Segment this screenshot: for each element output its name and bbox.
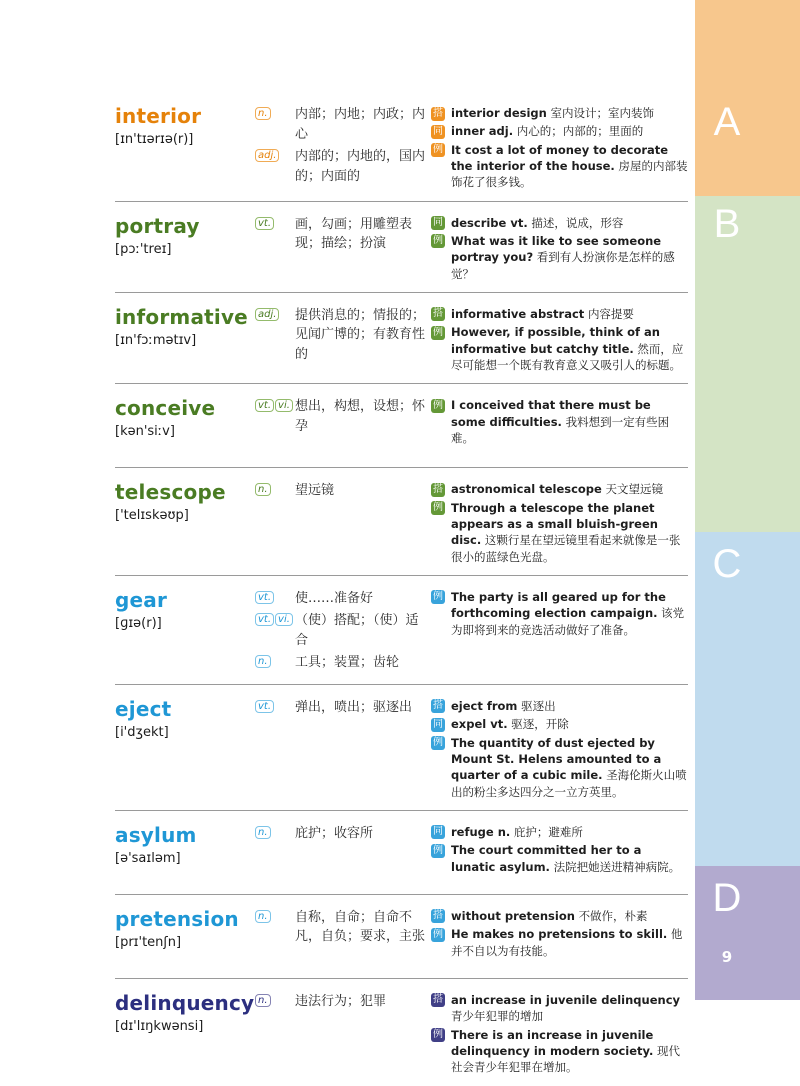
definition-text: 弹出，喷出；驱逐出: [295, 699, 413, 715]
note-line: [431, 306, 688, 322]
note-type-badge: 例: [433, 399, 443, 411]
alphabet-sidebar: [695, 0, 800, 1000]
phonetic-transcription: [ə'saɪləm]: [115, 850, 181, 866]
headword: eject: [115, 696, 172, 721]
entry-pretension: [115, 894, 688, 978]
note-type-badge: 例: [433, 326, 443, 338]
note-line: [431, 735, 688, 800]
headword: gear: [115, 587, 168, 612]
note-english-text: inner adj.: [451, 124, 514, 139]
note-line: [431, 842, 688, 875]
pos-tag: n.: [255, 826, 271, 839]
sense-line: [255, 611, 425, 650]
note-chinese-text: 房屋的内部装饰花了很多钱。: [451, 158, 688, 190]
note-line: [431, 926, 688, 959]
sense-line: [255, 824, 425, 844]
notes-column: [431, 992, 688, 1078]
note-type-badge: 搭: [433, 700, 443, 712]
definition-text: 望远镜: [295, 483, 335, 499]
note-english-text: The court committed her to a lunatic asylum.: [451, 843, 642, 874]
alphabet-letter-a: A: [713, 100, 741, 144]
page-number: 9: [721, 948, 733, 966]
note-type-badge: 例: [433, 928, 443, 940]
definition-text: 想出，构想，设想；怀孕: [295, 399, 426, 434]
pos-tags: [255, 147, 295, 186]
pos-tags: [255, 824, 295, 844]
headword-block: [115, 215, 255, 257]
headword-block: [115, 992, 255, 1034]
note-chinese-text: 不做作，朴素: [578, 908, 648, 923]
pos-tag: vt.: [255, 217, 274, 230]
note-line: [431, 123, 688, 139]
definition-text: 提供消息的；情报的；见闻广博的；有教育性的: [295, 307, 426, 362]
phonetic-transcription: [pɔː'treɪ]: [115, 241, 172, 257]
senses-column: [255, 105, 431, 189]
headword-block: [115, 698, 255, 740]
sense-line: [255, 306, 425, 365]
pos-tag: adj.: [255, 149, 279, 162]
entry-interior: [115, 92, 688, 201]
entry-delinquency: [115, 978, 688, 1086]
note-english-text: The quantity of dust ejected by Mount St. Helens amounted to a quarter of a cubic mile.: [451, 735, 662, 783]
note-line: [431, 215, 688, 231]
note-english-text: astronomical telescope: [451, 482, 602, 497]
pos-tag: vt.: [255, 700, 274, 713]
note-type-badge: 同: [433, 718, 443, 730]
pos-tag: vi.: [275, 399, 293, 412]
note-chinese-text: 驱逐，开除: [511, 717, 569, 732]
note-chinese-text: 内心的；内部的；里面的: [516, 124, 644, 139]
senses-column: [255, 306, 431, 368]
sense-line: [255, 215, 425, 254]
note-line: [431, 589, 688, 638]
note-type-badge: 例: [433, 502, 443, 514]
alphabet-letter-d: D: [712, 876, 742, 920]
phonetic-transcription: [kən'siːv]: [115, 424, 175, 440]
entries-list: [115, 92, 688, 1086]
definition-text: 内部的；内地的，国内的；内面的: [295, 149, 426, 184]
note-type-badge: 同: [433, 217, 443, 229]
notes-column: [431, 824, 688, 877]
note-line: [431, 397, 688, 446]
note-type-badge: 例: [433, 844, 443, 856]
definition-text: 画，勾画；用雕塑表现；描绘；扮演: [295, 216, 413, 252]
note-type-badge: 例: [433, 235, 443, 247]
note-chinese-text: 看到有人扮演你是怎样的感觉？: [451, 250, 675, 281]
note-english-text: Through a telescope the planet appears as a small bluish-green disc.: [451, 500, 658, 548]
pos-tags: [255, 653, 295, 673]
note-line: [431, 908, 688, 924]
pos-tag: n.: [255, 994, 271, 1007]
pos-tags: [255, 105, 295, 144]
alphabet-band-c: [695, 532, 800, 866]
alphabet-letter-b: B: [713, 202, 741, 246]
note-type-badge: 搭: [433, 308, 443, 320]
note-english-text: There is an increase in juvenile delinquency in modern society.: [451, 1027, 654, 1058]
note-chinese-text: 现代社会青少年犯罪在增加。: [451, 1043, 681, 1075]
note-english-text: I conceived that there must be some difficulties.: [451, 398, 651, 429]
note-chinese-text: 圣海伦斯火山喷出的粉尘多达四分之一立方英里。: [451, 768, 687, 799]
headword: interior: [115, 104, 202, 128]
notes-column: [431, 698, 688, 802]
note-chinese-text: 青少年犯罪的增加: [451, 1009, 543, 1024]
senses-column: [255, 698, 431, 721]
phonetic-transcription: [ɡɪə(r)]: [115, 615, 162, 631]
note-english-text: What was it like to see someone portray you?: [451, 233, 662, 265]
pos-tags: [255, 481, 295, 501]
pos-tag: n.: [255, 655, 271, 668]
note-chinese-text: 描述，说成，形容: [531, 215, 624, 230]
sense-line: [255, 653, 425, 673]
pos-tag: n.: [255, 483, 271, 496]
note-english-text: The party is all geared up for the forthcoming election campaign.: [451, 589, 666, 621]
phonetic-transcription: [i'dʒekt]: [115, 724, 169, 740]
pos-tags: [255, 589, 295, 609]
senses-column: [255, 215, 431, 257]
sense-line: [255, 589, 425, 609]
pos-tag: adj.: [255, 308, 279, 321]
note-english-text: describe vt.: [451, 215, 528, 230]
note-chinese-text: 室内设计；室内装饰: [550, 106, 655, 120]
headword-block: [115, 105, 255, 147]
sense-line: [255, 992, 425, 1012]
note-english-text: He makes no pretensions to skill.: [451, 927, 668, 942]
note-chinese-text: 驱逐出: [521, 698, 556, 713]
alphabet-letter-c: C: [712, 542, 742, 586]
note-type-badge: 搭: [433, 910, 443, 922]
note-type-badge: 搭: [433, 483, 443, 495]
alphabet-band-a: [695, 0, 800, 196]
headword-block: [115, 306, 255, 348]
note-english-text: refuge n.: [451, 824, 511, 839]
note-english-text: informative abstract: [451, 306, 585, 321]
note-english-text: expel vt.: [451, 717, 508, 732]
notes-column: [431, 908, 688, 961]
headword: asylum: [115, 822, 197, 847]
definition-text: 使……准备好: [295, 590, 374, 606]
pos-tags: [255, 306, 295, 365]
alphabet-band-b: [695, 196, 800, 532]
note-chinese-text: 该党为即将到来的竞选活动做好了准备。: [451, 606, 685, 637]
pos-tag: vt.: [255, 591, 274, 604]
note-chinese-text: 他并不自以为有技能。: [451, 927, 683, 958]
headword: telescope: [115, 480, 226, 505]
pos-tags: [255, 611, 295, 650]
sense-line: [255, 105, 425, 144]
note-line: [431, 992, 688, 1025]
phonetic-transcription: [ɪn'fɔːmətɪv]: [115, 332, 197, 348]
headword-block: [115, 908, 255, 950]
definition-text: 庇护；收容所: [295, 825, 374, 841]
sense-line: [255, 698, 425, 718]
senses-column: [255, 992, 431, 1015]
note-chinese-text: 然而，应尽可能想一个既有教育意义又吸引人的标题。: [451, 341, 684, 372]
note-chinese-text: 我料想到一定有些困难。: [451, 414, 670, 445]
note-type-badge: 例: [433, 591, 443, 603]
sense-line: [255, 481, 425, 501]
note-type-badge: 搭: [433, 107, 443, 119]
headword-block: [115, 481, 255, 523]
note-type-badge: 例: [433, 1029, 443, 1041]
note-line: [431, 105, 688, 121]
note-english-text: It cost a lot of money to decorate the interior of the house.: [451, 142, 669, 173]
headword: conceive: [115, 396, 216, 421]
note-line: [431, 824, 688, 840]
note-chinese-text: 法院把她送进精神病院。: [553, 859, 681, 874]
sense-line: [255, 908, 425, 947]
headword: delinquency: [115, 990, 255, 1015]
note-type-badge: 搭: [433, 994, 443, 1006]
notes-column: [431, 105, 688, 193]
headword-block: [115, 589, 255, 631]
notes-column: [431, 397, 688, 448]
note-english-text: an increase in juvenile delinquency: [451, 992, 681, 1007]
pos-tag: vi.: [275, 613, 293, 626]
entry-informative: [115, 292, 688, 383]
pos-tags: [255, 698, 295, 718]
note-line: [431, 233, 688, 282]
entry-conceive: [115, 383, 688, 467]
note-english-text: eject from: [451, 698, 518, 713]
phonetic-transcription: [prɪ'tenʃn]: [115, 934, 182, 950]
note-chinese-text: 庇护；避难所: [513, 824, 583, 839]
definition-text: 违法行为；犯罪: [295, 993, 387, 1009]
pos-tag: vt.: [255, 399, 274, 412]
note-line: [431, 324, 688, 373]
note-type-badge: 例: [433, 144, 443, 156]
notes-column: [431, 481, 688, 567]
sense-line: [255, 147, 425, 186]
note-chinese-text: 天文望远镜: [605, 482, 663, 497]
note-type-badge: 例: [433, 737, 443, 749]
phonetic-transcription: ['telɪskəʊp]: [115, 508, 189, 524]
note-line: [431, 500, 688, 565]
pos-tag: n.: [255, 107, 271, 120]
pos-tags: [255, 908, 295, 947]
note-english-text: interior design: [451, 106, 547, 120]
note-type-badge: 同: [433, 125, 443, 137]
note-english-text: without pretension: [451, 908, 575, 923]
note-line: [431, 698, 688, 714]
pos-tag: vt.: [255, 613, 274, 626]
senses-column: [255, 824, 431, 847]
pos-tags: [255, 992, 295, 1012]
note-chinese-text: 内容提要: [587, 306, 634, 321]
entry-asylum: [115, 810, 688, 894]
note-chinese-text: 这颗行星在望远镜里看起来就像是一张很小的蓝绿色光盘。: [451, 533, 681, 564]
notes-column: [431, 589, 688, 640]
senses-column: [255, 397, 431, 439]
phonetic-transcription: [dɪ'lɪŋkwənsi]: [115, 1018, 204, 1034]
notes-column: [431, 215, 688, 284]
entry-portray: [115, 201, 688, 292]
senses-column: [255, 908, 431, 950]
entry-gear: [115, 575, 688, 684]
entry-telescope: [115, 467, 688, 575]
definition-text: 工具；装置；齿轮: [295, 655, 400, 671]
definition-text: 内部；内地；内政；内心: [295, 107, 426, 142]
note-type-badge: 同: [433, 826, 443, 838]
entry-eject: [115, 684, 688, 810]
headword-block: [115, 824, 255, 866]
definition-text: （使）搭配；（使）适合: [295, 613, 419, 648]
pos-tags: [255, 397, 295, 436]
headword: informative: [115, 304, 248, 329]
headword-block: [115, 397, 255, 439]
senses-column: [255, 481, 431, 504]
note-line: [431, 142, 688, 191]
note-line: [431, 1027, 688, 1076]
note-english-text: However, if possible, think of an informative but catchy title.: [451, 325, 660, 356]
sense-line: [255, 397, 425, 436]
alphabet-band-d: [695, 866, 800, 1000]
headword: pretension: [115, 906, 239, 931]
headword: portray: [115, 213, 200, 238]
senses-column: [255, 589, 431, 676]
definition-text: 自称，自命；自命不凡，自负；要求，主张: [295, 909, 426, 945]
pos-tag: n.: [255, 910, 271, 923]
note-line: [431, 716, 688, 732]
phonetic-transcription: [ɪn'tɪərɪə(r)]: [115, 132, 194, 147]
notes-column: [431, 306, 688, 375]
note-line: [431, 481, 688, 497]
pos-tags: [255, 215, 295, 254]
